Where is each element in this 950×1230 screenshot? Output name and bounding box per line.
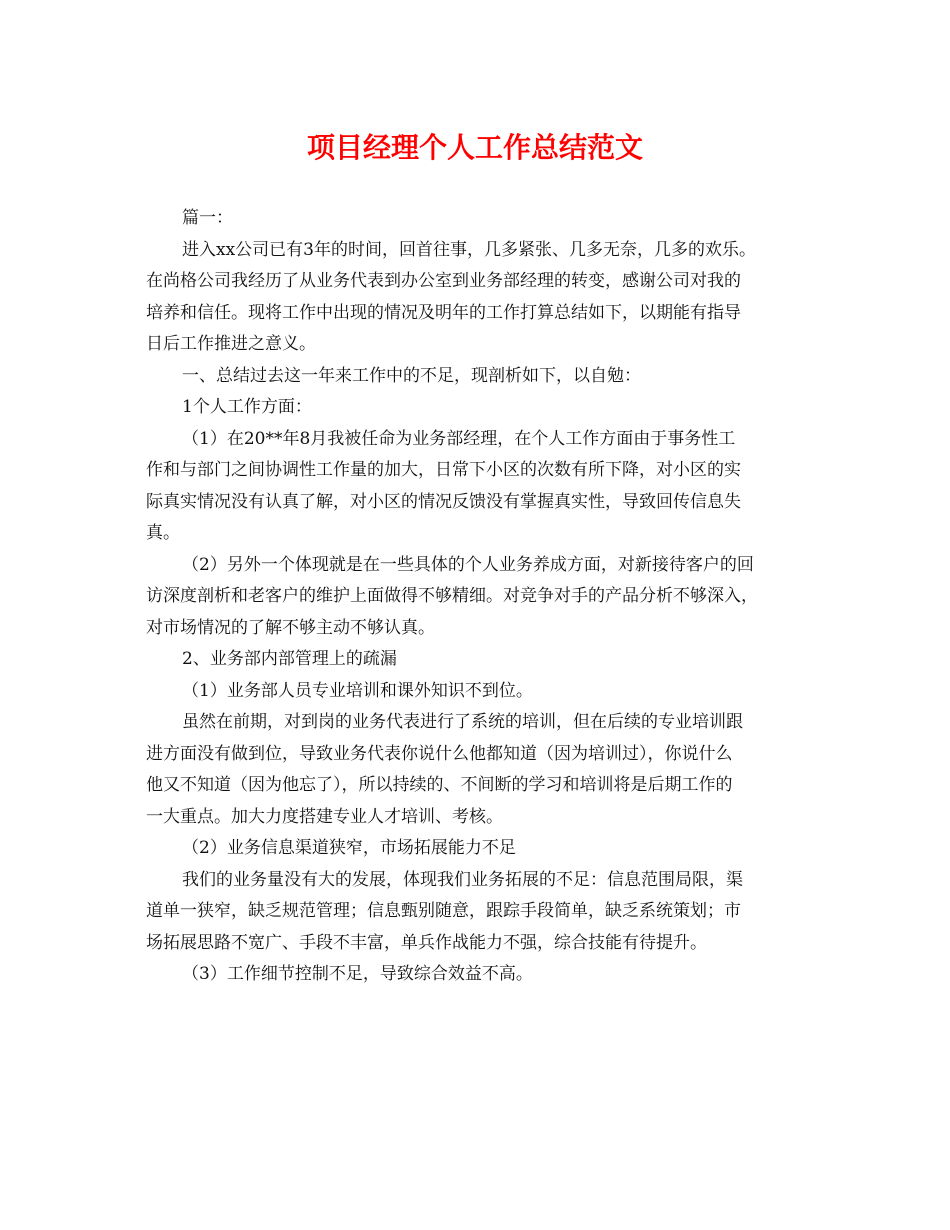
text-line: 一、总结过去这一年来工作中的不足，现剖析如下，以自勉： [182, 365, 641, 386]
text-line: （1）在20**年8月我被任命为业务部经理，在个人工作方面由于事务性工 [182, 428, 736, 449]
text-line: 日后工作推进之意义。 [146, 334, 316, 354]
text-line: 进方面没有做到位，导致业务代表你说什么他都知道（因为培训过），你说什么 [146, 743, 733, 764]
text-line: 道单一狭窄，缺乏规范管理；信息甄别随意，跟踪手段简单，缺乏系统策划；市 [146, 901, 741, 921]
text-line: 篇一： [182, 208, 233, 228]
text-line: 场拓展思路不宽广、手段不丰富，单兵作战能力不强，综合技能有待提升。 [146, 932, 707, 953]
text-line: （1）业务部人员专业培训和课外知识不到位。 [182, 680, 533, 701]
text-line: 他又不知道（因为他忘了），所以持续的、不间断的学习和培训将是后期工作的 [146, 775, 733, 795]
text-line: 2、业务部内部管理上的疏漏 [182, 649, 397, 669]
text-line: 作和与部门之间协调性工作量的加大，日常下小区的次数有所下降，对小区的实 [146, 460, 741, 480]
text-line: 进入xx公司已有3年的时间，回首往事，几多紧张、几多无奈，几多的欢乐。 [182, 239, 756, 260]
text-line: 1个人工作方面： [182, 397, 312, 417]
text-line: （3）工作细节控制不足，导致综合效益不高。 [182, 964, 533, 984]
text-line: 真。 [146, 523, 180, 543]
text-line: （2）业务信息渠道狭窄，市场拓展能力不足 [182, 838, 516, 858]
document-title: 项目经理个人工作总结范文 [306, 131, 643, 164]
text-line: 访深度剖析和老客户的维护上面做得不够精细。对竞争对手的产品分析不够深入， [146, 586, 758, 606]
text-line: 培养和信任。现将工作中出现的情况及明年的工作打算总结如下，以期能有指导 [146, 302, 741, 323]
text-line: 对市场情况的了解不够主动不够认真。 [146, 617, 435, 638]
text-line: （2）另外一个体现就是在一些具体的个人业务养成方面，对新接待客户的回 [182, 554, 754, 575]
text-line: 际真实情况没有认真了解，对小区的情况反馈没有掌握真实性，导致回传信息失 [146, 491, 741, 512]
text-line: 在尚格公司我经历了从业务代表到办公室到业务部经理的转变，感谢公司对我的 [146, 271, 741, 291]
document-body [146, 203, 818, 991]
text-line: 一大重点。加大力度搭建专业人才培训、考核。 [146, 806, 503, 827]
text-line: 虽然在前期，对到岗的业务代表进行了系统的培训，但在后续的专业培训跟 [182, 712, 743, 732]
text-line: 我们的业务量没有大的发展，体现我们业务拓展的不足：信息范围局限，渠 [182, 869, 743, 890]
